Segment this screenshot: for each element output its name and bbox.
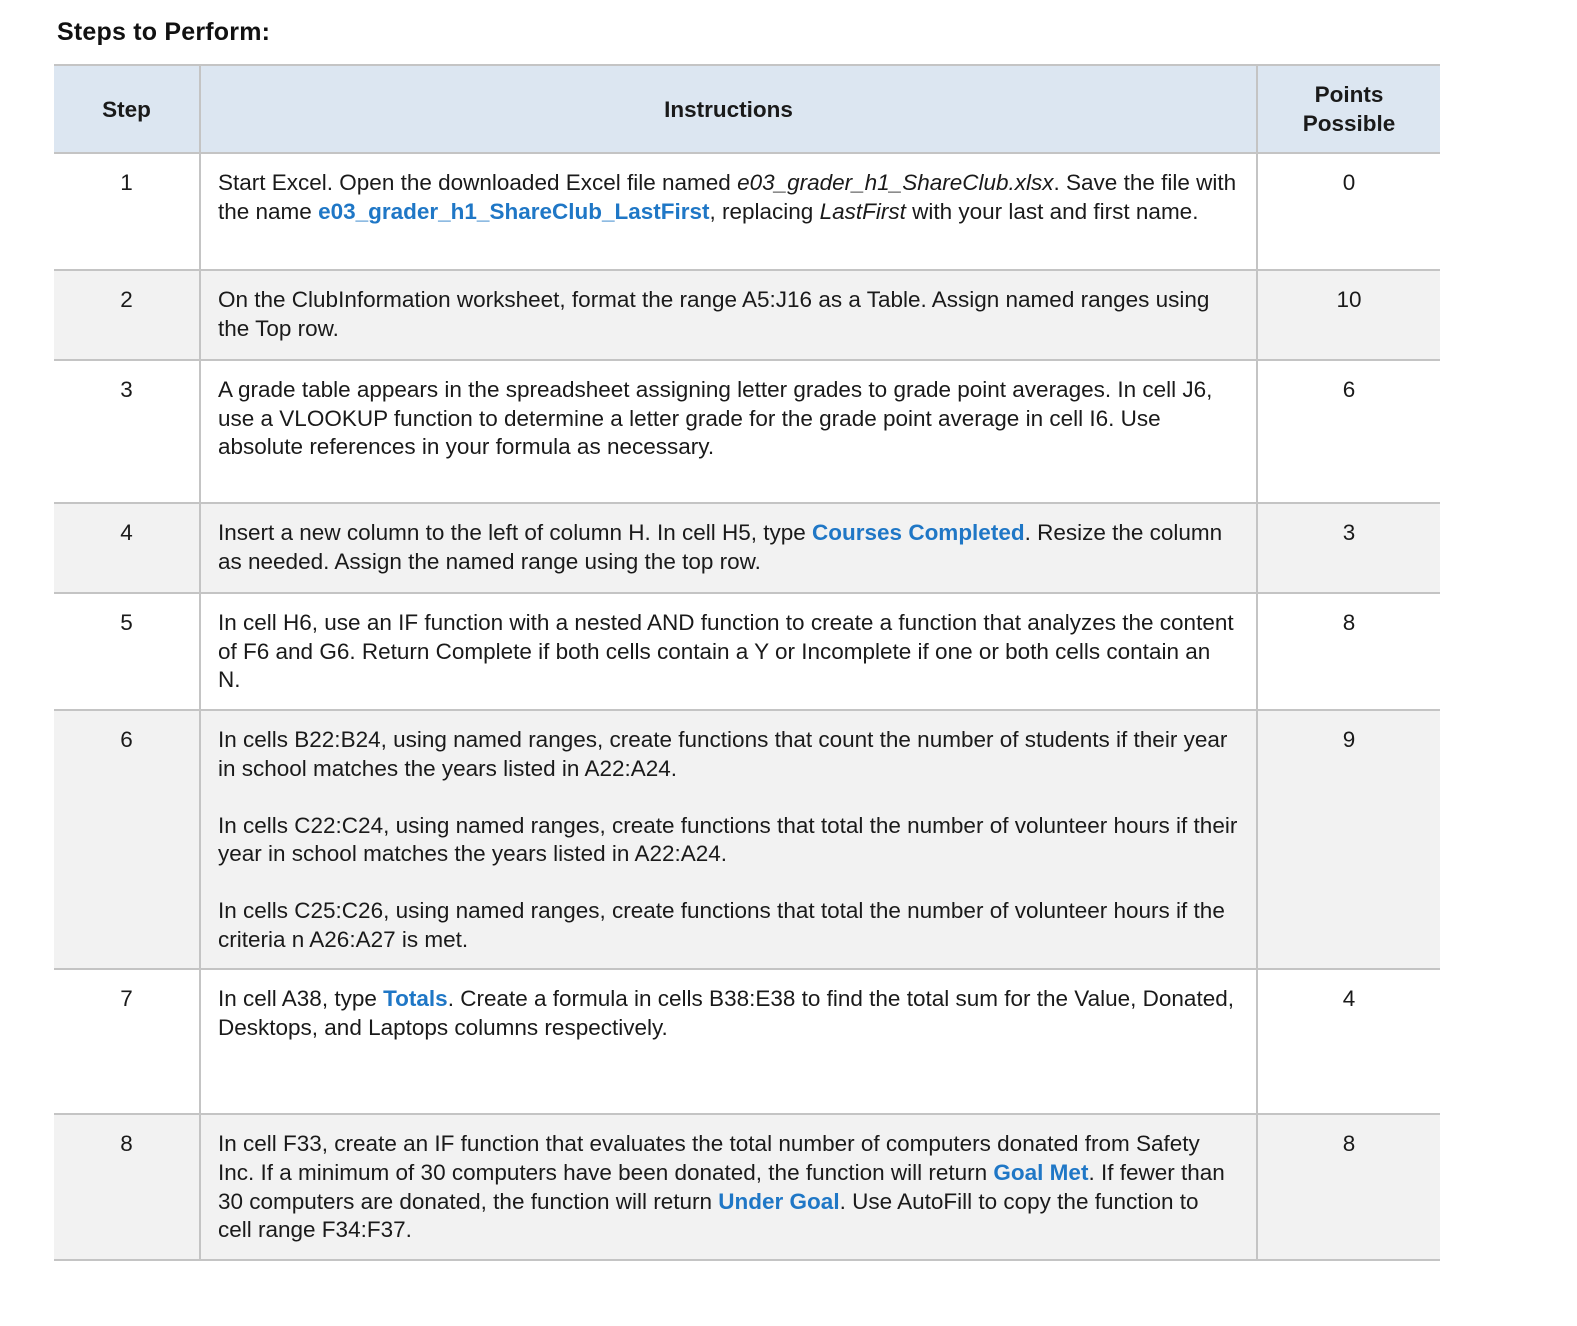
instruction-paragraph bbox=[218, 169, 1238, 226]
instruction-text: In cell H6, use an IF function with a nested AND function to create a function that analyzes the content of F6 and G6. Return Complete if both cells contain a Y or Incomplete if one or both cells contain an N. bbox=[218, 610, 1234, 693]
highlighted-text: Courses Completed bbox=[812, 520, 1025, 545]
points-possible: 8 bbox=[1257, 593, 1440, 710]
step-instructions bbox=[200, 710, 1257, 969]
points-possible: 9 bbox=[1257, 710, 1440, 969]
points-possible: 6 bbox=[1257, 360, 1440, 503]
table-header-row bbox=[54, 65, 1440, 153]
instruction-text: . Resize the column as needed. Assign the named range using the top row. bbox=[218, 520, 1223, 574]
italic-text: LastFirst bbox=[819, 198, 906, 224]
instruction-paragraph bbox=[218, 726, 1238, 783]
step-number: 8 bbox=[54, 1114, 200, 1260]
table-row bbox=[54, 969, 1440, 1114]
table-row bbox=[54, 503, 1440, 593]
highlighted-text: Under Goal bbox=[718, 1188, 840, 1214]
instruction-text: . Create a formula in cells B38:E38 to find the total sum for the Value, Donated, Desktops, and Laptops columns respectively. bbox=[218, 986, 1234, 1041]
instruction-text: . If fewer than 30 computers are donated, the function will return bbox=[218, 1160, 1225, 1214]
steps-table bbox=[54, 64, 1440, 1261]
points-possible: 0 bbox=[1257, 153, 1440, 270]
table-row bbox=[54, 153, 1440, 270]
highlighted-text: e03_grader_h1_ShareClub_LastFirst bbox=[318, 198, 710, 224]
points-header-line2: Possible bbox=[1302, 111, 1396, 136]
italic-text: e03_grader_h1_ShareClub.xlsx bbox=[737, 170, 1054, 195]
step-number: 2 bbox=[54, 270, 200, 360]
instruction-text: In cell F33, create an IF function that evaluates the total number of computers donated from Safety Inc. If a minimum of 30 computers have been donated, the function will return bbox=[218, 1131, 1200, 1186]
column-header-step: Step bbox=[54, 65, 200, 153]
instruction-text: Start Excel. Open the downloaded Excel file named bbox=[218, 170, 738, 195]
step-instructions bbox=[200, 503, 1257, 593]
step-instructions bbox=[200, 1114, 1257, 1260]
table-row bbox=[54, 710, 1440, 969]
instruction-text: On the ClubInformation worksheet, format the range A5:J16 as a Table. Assign named ranges using the Top row. bbox=[218, 287, 1210, 341]
points-possible: 8 bbox=[1257, 1114, 1440, 1260]
instruction-text: Insert a new column to the left of column H. In cell H5, type bbox=[218, 520, 813, 545]
instruction-paragraph bbox=[218, 376, 1238, 462]
step-instructions bbox=[200, 360, 1257, 503]
step-instructions bbox=[200, 270, 1257, 360]
instruction-paragraph bbox=[218, 1130, 1238, 1245]
table-row bbox=[54, 360, 1440, 503]
points-possible: 3 bbox=[1257, 503, 1440, 593]
column-header-points bbox=[1257, 65, 1440, 153]
step-number: 5 bbox=[54, 593, 200, 710]
points-header-line1: Points bbox=[1314, 82, 1384, 107]
step-number: 1 bbox=[54, 153, 200, 270]
instruction-text: A grade table appears in the spreadsheet assigning letter grades to grade point averages. In cell J6, use a VLOOKUP function to determine a letter grade for the grade point average in cell I6. Use absolute references in your formula as necessary. bbox=[218, 377, 1213, 460]
table-row bbox=[54, 593, 1440, 710]
instruction-text: . Save the file with the name bbox=[218, 170, 1237, 224]
instruction-text: In cell A38, type bbox=[218, 986, 384, 1012]
step-instructions bbox=[200, 969, 1257, 1114]
highlighted-text: Goal Met bbox=[993, 1160, 1089, 1186]
steps-table-body bbox=[54, 153, 1440, 1260]
table-row bbox=[54, 270, 1440, 360]
instruction-text: . Use AutoFill to copy the function to cell range F34:F37. bbox=[218, 1188, 1199, 1243]
column-header-instructions: Instructions bbox=[200, 65, 1257, 153]
instruction-text: , replacing bbox=[709, 198, 820, 224]
instruction-paragraph bbox=[218, 609, 1238, 695]
instruction-text: with your last and first name. bbox=[905, 198, 1199, 224]
step-number: 4 bbox=[54, 503, 200, 593]
instruction-paragraph bbox=[218, 519, 1238, 576]
instruction-paragraph bbox=[218, 897, 1238, 954]
instruction-text: In cells C25:C26, using named ranges, create functions that total the number of volunteer hours if the criteria n A26:A27 is met. bbox=[218, 897, 1225, 952]
step-instructions bbox=[200, 153, 1257, 270]
page-title: Steps to Perform: bbox=[57, 18, 271, 46]
instruction-text: In cells B22:B24, using named ranges, create functions that count the number of students if their year in school matches the years listed in A22:A24. bbox=[218, 727, 1228, 781]
instruction-paragraph bbox=[218, 286, 1238, 343]
step-number: 7 bbox=[54, 969, 200, 1114]
step-instructions bbox=[200, 593, 1257, 710]
step-number: 3 bbox=[54, 360, 200, 503]
table-row bbox=[54, 1114, 1440, 1260]
instruction-paragraph bbox=[218, 812, 1238, 869]
points-possible: 10 bbox=[1257, 270, 1440, 360]
points-possible: 4 bbox=[1257, 969, 1440, 1114]
instruction-paragraph bbox=[218, 985, 1238, 1042]
instruction-text: In cells C22:C24, using named ranges, create functions that total the number of volunteer hours if their year in school matches the years listed in A22:A24. bbox=[218, 812, 1238, 867]
step-number: 6 bbox=[54, 710, 200, 969]
highlighted-text: Totals bbox=[383, 986, 448, 1012]
